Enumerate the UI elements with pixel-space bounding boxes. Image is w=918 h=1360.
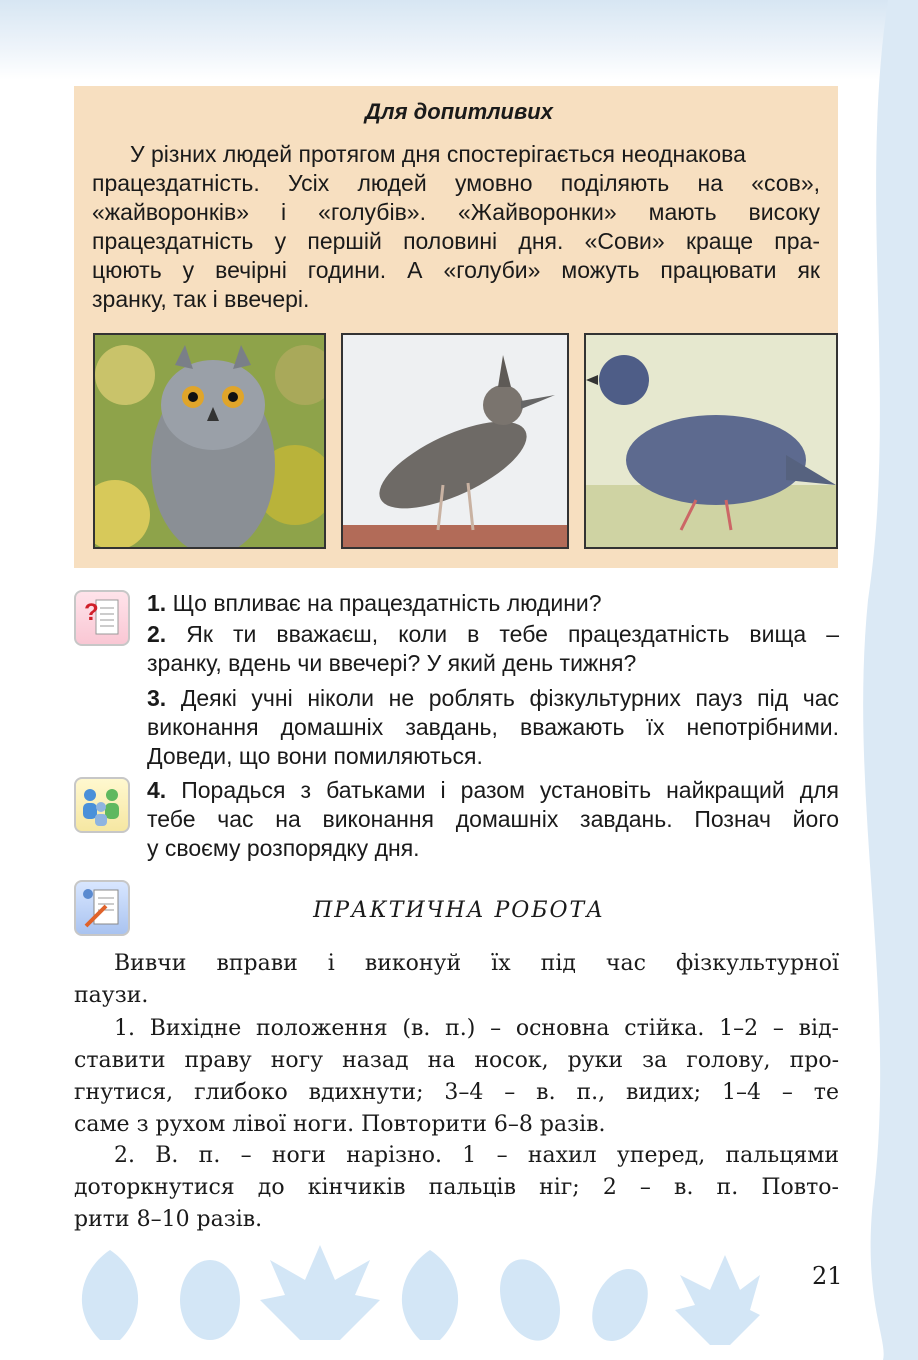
owl-photo xyxy=(93,333,326,549)
exercise-line: гнутися, глибоко вдихнути; 3–4 – в. п., видих; 1–4 – те xyxy=(74,1080,839,1105)
question-text: Деякі учні ніколи не роблять фізкультурних пауз під час xyxy=(180,685,840,711)
question-3 xyxy=(147,684,839,771)
lark-photo xyxy=(341,333,569,549)
info-box-text xyxy=(92,140,820,314)
question-text: Що впливає на працездатність людини? xyxy=(172,590,602,616)
info-line: цюють у вечірні години. А «голуби» можуть працювати як xyxy=(92,257,820,283)
question-text: Доведи, що вони помиляються. xyxy=(147,743,483,769)
info-line: У різних людей протягом дня спостерігається неоднакова xyxy=(130,141,746,167)
question-number: 4. xyxy=(147,777,167,803)
practical-work-title: ПРАКТИЧНА РОБОТА xyxy=(313,898,605,923)
practical-intro xyxy=(74,948,839,1012)
exercise-line: 2. В. п. – ноги нарізно. 1 – нахил уперед, пальцями xyxy=(114,1143,839,1168)
question-text: зранку, вдень чи ввечері? У який день тижня? xyxy=(147,650,637,676)
question-text: Як ти вважаєш, коли в тебе працездатність вища – xyxy=(186,621,840,647)
exercise-2 xyxy=(74,1140,839,1236)
question-text: виконання домашніх завдань, вважають їх непотрібними. xyxy=(147,714,839,740)
question-number: 1. xyxy=(147,590,167,616)
intro-line: Вивчи вправи і виконуй їх під час фізкультурної xyxy=(114,951,839,976)
info-box-title: Для допитливих xyxy=(365,99,553,124)
question-icon xyxy=(74,590,130,646)
intro-line: паузи. xyxy=(74,983,149,1008)
exercise-line: доторкнутися до кінчиків пальців ніг; 2 – в. п. Повто- xyxy=(74,1175,839,1200)
question-4 xyxy=(147,776,839,863)
exercise-line: 1. Вихідне положення (в. п.) – основна стійка. 1–2 – від- xyxy=(114,1016,839,1041)
info-line: зранку, так і ввечері. xyxy=(92,286,310,312)
info-line: працездатність. Усіх людей умовно поділяють на «сов», xyxy=(92,170,820,196)
question-2 xyxy=(147,620,839,678)
page-number: 21 xyxy=(812,1262,843,1290)
exercise-1 xyxy=(74,1013,839,1141)
exercise-line: ставити праву ногу назад на носок, руки за голову, про- xyxy=(74,1048,839,1073)
question-1 xyxy=(147,589,839,618)
question-number: 3. xyxy=(147,685,167,711)
question-number: 2. xyxy=(147,621,167,647)
right-wave-decoration xyxy=(828,0,918,1360)
top-background xyxy=(0,0,918,80)
exercise-line: саме з рухом лівої ноги. Повторити 6–8 разів. xyxy=(74,1112,606,1137)
question-text: Порадься з батьками і разом установіть найкращий для xyxy=(181,777,840,803)
exercise-line: рити 8–10 разів. xyxy=(74,1207,263,1232)
question-text: тебе час на виконання домашніх завдань. Познач його xyxy=(147,806,839,832)
svg-text:?: ? xyxy=(84,599,99,626)
family-discussion-icon xyxy=(74,777,130,833)
info-line: «жайворонків» і «голубів». «Жайворонки» мають високу xyxy=(92,199,820,225)
info-line: працездатність у першій половині дня. «Сови» краще пра- xyxy=(92,228,820,254)
question-text: у своєму розпорядку дня. xyxy=(147,835,420,861)
leaves-decoration xyxy=(60,1240,760,1350)
pigeon-photo xyxy=(584,333,838,549)
